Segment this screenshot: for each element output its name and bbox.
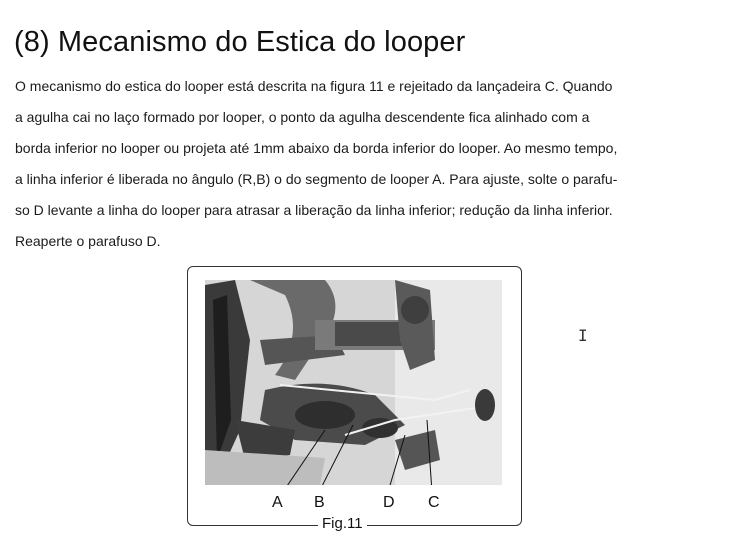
paragraph-line: Reaperte o parafuso D. [15, 233, 161, 249]
callout-label-c: C [428, 494, 440, 511]
paragraph-line: borda inferior no looper ou projeta até 1mm abaixo da borda inferior do looper. Ao mesmo tempo, [15, 140, 618, 156]
paragraph-line: O mecanismo do estica do looper está descrita na figura 11 e rejeitado da lançadeira C. Quando [15, 78, 613, 94]
looper-mechanism-photo [205, 280, 502, 485]
paragraph-line: so D levante a linha do looper para atrasar a liberação da linha inferior; redução da linha inferior. [15, 202, 613, 218]
i-beam-cursor-icon: I [578, 326, 588, 345]
page-title: (8) Mecanismo do Estica do looper [14, 26, 466, 58]
paragraph-line: a linha inferior é liberada no ângulo (R,B) o do segmento de looper A. Para ajuste, solte o parafu- [15, 171, 618, 187]
figure-caption-row [188, 515, 521, 535]
photo-illustration [205, 280, 502, 485]
callout-label-b: B [314, 494, 325, 511]
paragraph-line: a agulha cai no laço formado por looper, o ponto da agulha descendente fica alinhado com a [15, 109, 590, 125]
figure-caption: Fig.11 [318, 515, 367, 532]
callout-label-d: D [383, 494, 395, 511]
callout-label-a: A [272, 494, 283, 511]
